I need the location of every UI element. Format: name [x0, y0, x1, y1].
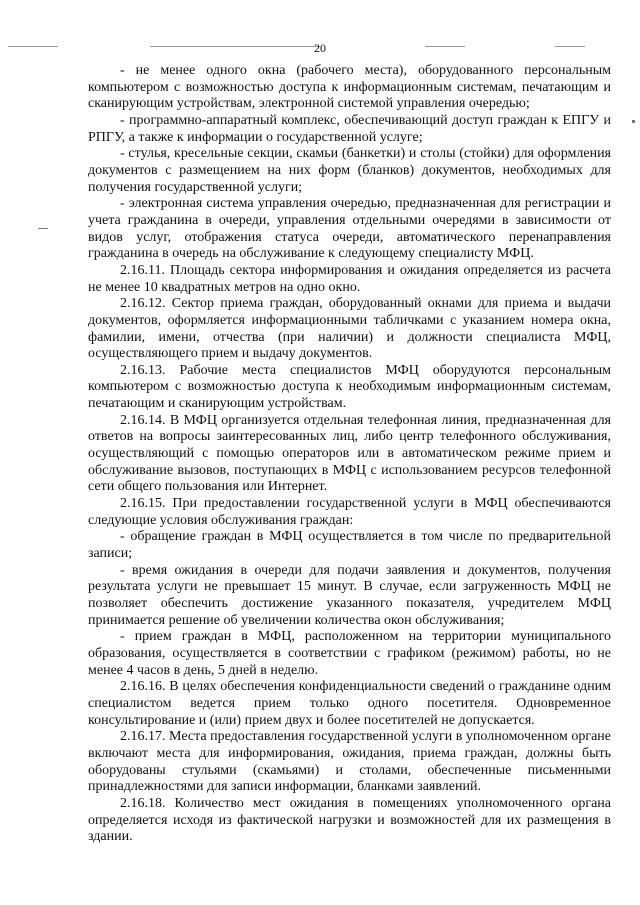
paragraph: - программно-аппаратный комплекс, обеспечивающий доступ граждан к ЕПГУ и РПГУ, а также к информации о государственной услуге;	[88, 112, 611, 145]
scan-artifact-mark	[38, 228, 48, 229]
paragraph: 2.16.13. Рабочие места специалистов МФЦ оборудуются персональным компьютером с возможностью доступа к необходимым информационным системам, печатающим и сканирующим устройствам.	[88, 362, 611, 412]
paragraph: 2.16.17. Места предоставления государственной услуги в уполномоченном органе включают места для информирования, ожидания, приема граждан, должны быть оборудованы стульями (скамьями) и столами, обеспеченные письменными принадлежностями для записи информации, бланками заявлений.	[88, 729, 611, 795]
paragraph: 2.16.18. Количество мест ожидания в помещениях уполномоченного органа определяется исходя из фактической нагрузки и возможностей для их размещения в здании.	[88, 795, 611, 845]
document-body	[88, 63, 611, 846]
paragraph: - время ожидания в очереди для подачи заявления и документов, получения результата услуги не превышает 15 минут. В случае, если загруженность МФЦ не позволяет обеспечить достижение указанного показателя, учредителем МФЦ принимается решение об увеличении количества окон обслуживания;	[88, 562, 611, 628]
paragraph: - не менее одного окна (рабочего места), оборудованного персональным компьютером с возможностью доступа к информационным системам, печатающим и сканирующим устройствам, электронной системой управления очередью;	[88, 63, 611, 112]
paragraph: 2.16.15. При предоставлении государственной услуги в МФЦ обеспечиваются следующие условия обслуживания граждан:	[88, 496, 611, 528]
paragraph: 2.16.16. В целях обеспечения конфиденциальности сведений о гражданине одним специалистом ведется прием только одного посетителя. Одновременное консультирование и (или) прием двух и более посетителей не допускается.	[88, 679, 611, 728]
page-number: 20	[314, 41, 326, 55]
paragraph: 2.16.14. В МФЦ организуется отдельная телефонная линия, предназначенная для ответов на вопросы заинтересованных лиц, либо центр телефонного обслуживания, осуществляющий с помощью операторов или в автоматическом режиме прием и обслуживание вызовов, поступающих в МФЦ с использованием ресурсов телефонной сети общего пользования или Интернет.	[88, 412, 611, 495]
paragraph: 2.16.12. Сектор приема граждан, оборудованный окнами для приема и выдачи документов, оформляется информационными табличками с указанием номера окна, фамилии, имени, отчества (при наличии) и должности специалиста МФЦ, осуществляющего прием и выдачу документов.	[88, 296, 611, 362]
paragraph: - обращение граждан в МФЦ осуществляется в том числе по предварительной записи;	[88, 529, 611, 562]
paragraph: - прием граждан в МФЦ, расположенном на территории муниципального образования, осуществляется в соответствии с графиком (режимом) работы, но не менее 4 часов в день, 5 дней в неделю.	[88, 629, 611, 678]
paragraph: 2.16.11. Площадь сектора информирования и ожидания определяется из расчета не менее 10 квадратных метров на одно окно.	[88, 262, 611, 295]
paragraph: - электронная система управления очередью, предназначенная для регистрации и учета гражданина в очереди, управления отдельными очередями в зависимости от видов услуг, отображения статуса очереди, автоматического перенаправления гражданина в очередь на обслуживание к следующему специалисту МФЦ.	[88, 196, 611, 262]
paragraph: - стулья, кресельные секции, скамьи (банкетки) и столы (стойки) для оформления документов с размещением на них форм (бланков) документов, необходимых для получения государственной услуги;	[88, 146, 611, 195]
scan-artifact-mark	[632, 120, 635, 123]
